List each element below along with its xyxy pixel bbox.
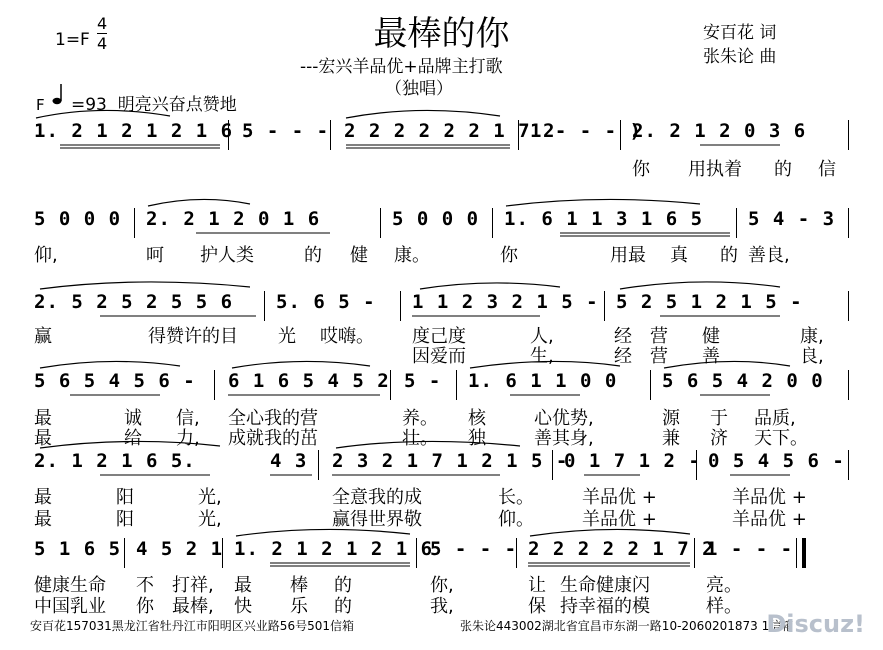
barline [456, 370, 457, 400]
barline [318, 450, 319, 480]
measure: 2. 1 2 1 6 5. [34, 450, 196, 472]
lyric: 护人类 [200, 245, 254, 266]
lyric: 心优势, [534, 408, 594, 429]
lyric: 成就我的茁 [228, 428, 318, 449]
song-subtitle: ---宏兴羊品优+品牌主打歌 [300, 57, 503, 77]
time-denominator: 4 [97, 34, 108, 53]
barline [694, 538, 695, 568]
notation-row-3 [0, 291, 883, 321]
lyric: 羊品优 + [582, 509, 657, 530]
lyric: 源 [662, 408, 680, 429]
measure: 5 6 5 4 2 0 0 [662, 370, 824, 392]
lyric: 我, [430, 596, 454, 617]
lyric: 的 [720, 245, 738, 266]
measure: 5 - [404, 370, 442, 392]
time-numerator: 4 [97, 14, 108, 33]
lyric: 善良, [748, 245, 790, 266]
lyric: 快 [234, 596, 252, 617]
lyric: 健 [702, 326, 720, 347]
lyric: 的 [774, 159, 792, 180]
lyric: 康, [800, 326, 824, 347]
performance-type: （独唱） [385, 79, 453, 99]
notation-row-4 [0, 370, 883, 400]
barline [604, 291, 605, 321]
lyric: 打祥, [172, 575, 214, 596]
tempo-prefix: F [36, 96, 45, 114]
barline [400, 291, 401, 321]
lyric: 光, [198, 487, 222, 508]
lyric: 因爱而 [412, 346, 466, 367]
lyric: 全心我的营 [228, 408, 318, 429]
lyric: 让 [528, 575, 546, 596]
lyricist-credit: 安百花 词 [703, 23, 777, 43]
lyric: 品质, [754, 408, 796, 429]
lyric: 全意我的成 [332, 487, 422, 508]
lyric: 你 [632, 159, 650, 180]
lyric: 最 [34, 428, 52, 449]
lyric: 最 [34, 509, 52, 530]
measure: 5 1 6 5 [34, 538, 122, 560]
measure: 2 2 2 2 2 1 7 2 [528, 538, 715, 560]
measure: 2 3 2 1 7 1 2 1 5 - [332, 450, 569, 472]
lyric: 给 [124, 428, 142, 449]
measure: 5 0 0 0 [34, 208, 122, 230]
lyric: 赢得世界敬 [332, 509, 422, 530]
barline [848, 208, 849, 238]
barline [696, 450, 697, 480]
lyric: 仰。 [498, 509, 534, 530]
lyric: 兼 [662, 428, 680, 449]
lyric: 最棒, [172, 596, 214, 617]
lyric: 的 [334, 596, 352, 617]
lyric: 信 [818, 159, 836, 180]
measure: 1. 2 1 2 1 2 1 6 [34, 120, 234, 142]
barline [416, 538, 417, 568]
measure: 5 0 0 0 [392, 208, 480, 230]
measure: 0 5 4 5 6 - [708, 450, 845, 472]
lyric: 的 [304, 245, 322, 266]
notation-row-2 [0, 208, 883, 238]
lyric: 度己度 [412, 326, 466, 347]
tempo-marking [71, 90, 237, 115]
lyric: 持幸福的模 [560, 596, 650, 617]
lyric: 营 [650, 326, 668, 347]
notation-row-1 [0, 120, 883, 150]
lyric: 最 [34, 487, 52, 508]
tempo-value: =93 [71, 95, 107, 115]
measure: 2. 2 1 2 0 3 6 [632, 120, 807, 142]
forum-watermark: Discuz! [766, 610, 865, 638]
lyric: 良, [800, 346, 824, 367]
lyric: 生命健康闪 [560, 575, 650, 596]
lyric: 光 [278, 326, 296, 347]
lyric: 经 [614, 326, 632, 347]
lyric: 不 [136, 575, 154, 596]
barline [134, 208, 135, 238]
tempo-description: 明亮兴奋点赞地 [117, 95, 237, 115]
measure: 5 6 5 4 5 6 - [34, 370, 196, 392]
barline [518, 120, 519, 150]
lyric: 的 [334, 575, 352, 596]
composer-credit: 张朱论 曲 [703, 47, 777, 67]
final-barline-thin [796, 538, 797, 568]
lyricist-address: 安百花157031黑龙江省牡丹江市阳明区兴业路56号501信箱 [30, 619, 354, 633]
lyric: 核 [468, 408, 486, 429]
barline [736, 208, 737, 238]
lyric: 健康生命 [34, 575, 106, 596]
barline [330, 120, 331, 150]
lyric: 营 [650, 346, 668, 367]
barline [848, 291, 849, 321]
measure: 1 1 2 3 2 1 5 - [412, 291, 599, 313]
barline [222, 538, 223, 568]
lyric: 独 [468, 428, 486, 449]
barline [492, 208, 493, 238]
lyric: 用最 [610, 245, 646, 266]
lyric: 养。 [402, 408, 438, 429]
lyric: 羊品优 + [732, 509, 807, 530]
lyric: 光, [198, 509, 222, 530]
measure: 5. 6 5 - [276, 291, 376, 313]
barline [848, 120, 849, 150]
measure: 5 - - - [430, 538, 518, 560]
measure: 4 5 2 1 [136, 538, 224, 560]
barline [516, 538, 517, 568]
measure: 6 1 6 5 4 5 2 [228, 370, 390, 392]
lyric: 真 [670, 245, 688, 266]
barline [264, 291, 265, 321]
lyric: 最 [34, 408, 52, 429]
lyric: 济 [710, 428, 728, 449]
lyric: 善其身, [534, 428, 594, 449]
barline [380, 208, 381, 238]
barline [390, 370, 391, 400]
lyric: 保 [528, 596, 546, 617]
lyric: 呵 [146, 245, 164, 266]
lyric: 诚 [124, 408, 142, 429]
lyric: 赢 [34, 326, 52, 347]
lyric: 长。 [498, 487, 534, 508]
lyric: 天下。 [754, 428, 808, 449]
barline [214, 370, 215, 400]
lyric: 壮。 [402, 428, 438, 449]
time-signature [97, 14, 107, 53]
lyric: 经 [614, 346, 632, 367]
lyric: 羊品优 + [582, 487, 657, 508]
lyric: 你 [136, 596, 154, 617]
lyric: 仰, [34, 245, 58, 266]
measure: 2. 2 1 2 0 1 6 [146, 208, 321, 230]
lyric: 哎嗨。 [320, 326, 374, 347]
lyric: 你, [430, 575, 454, 596]
barline [650, 370, 651, 400]
barline [124, 538, 125, 568]
lyric: 最 [234, 575, 252, 596]
measure: 2 2 2 2 2 2 1 7 2 [344, 120, 556, 142]
lyric: 中国乳业 [34, 596, 106, 617]
final-barline-thick [802, 538, 806, 568]
measure: 5 - - - [242, 120, 330, 142]
lyric: 用执着 [688, 159, 742, 180]
barline [228, 120, 229, 150]
measure: 1. 6 1 1 0 0 [468, 370, 618, 392]
lyric: 康。 [394, 245, 430, 266]
lyric: 阳 [116, 509, 134, 530]
barline [620, 120, 621, 150]
lyric: 信, [176, 408, 200, 429]
lyric: 羊品优 + [732, 487, 807, 508]
lyric: 于 [710, 408, 728, 429]
key-signature: 1=F [55, 30, 90, 50]
song-title: 最棒的你 [373, 14, 510, 54]
lyric: 善 [702, 346, 720, 367]
lyric: 棒 [290, 575, 308, 596]
lyric: 人, [530, 326, 554, 347]
composer-address: 张朱论443002湖北省宜昌市东湖一路10-2060201873 1信箱 [460, 619, 794, 633]
lyric: 力, [176, 428, 200, 449]
lyric: 乐 [290, 596, 308, 617]
measure: 4 3 [270, 450, 308, 472]
lyric: 你 [500, 245, 518, 266]
measure: 2. 5 2 5 2 5 5 6 [34, 291, 234, 313]
measure: 1. 2 1 2 1 2 1 6 [234, 538, 434, 560]
measure: 5 4 - 3 [748, 208, 836, 230]
notation-row-5 [0, 450, 883, 480]
lyric: 健 [350, 245, 368, 266]
barline [848, 370, 849, 400]
quarter-note-icon [52, 83, 66, 105]
measure: 1 - - - [706, 538, 794, 560]
barline [848, 450, 849, 480]
barline [552, 450, 553, 480]
lyric: 亮。 [706, 575, 742, 596]
measure: 5 2 5 1 2 1 5 - [616, 291, 803, 313]
lyric: 生, [530, 346, 554, 367]
lyric: 得赞许的目 [148, 326, 238, 347]
lyric: 阳 [116, 487, 134, 508]
measure: 1. 6 1 1 3 1 6 5 [504, 208, 704, 230]
notation-row-6 [0, 538, 883, 568]
lyric: 样。 [706, 596, 742, 617]
measure: 1 - - - ) [530, 120, 642, 142]
measure: 0 1 7 1 2 - [564, 450, 701, 472]
